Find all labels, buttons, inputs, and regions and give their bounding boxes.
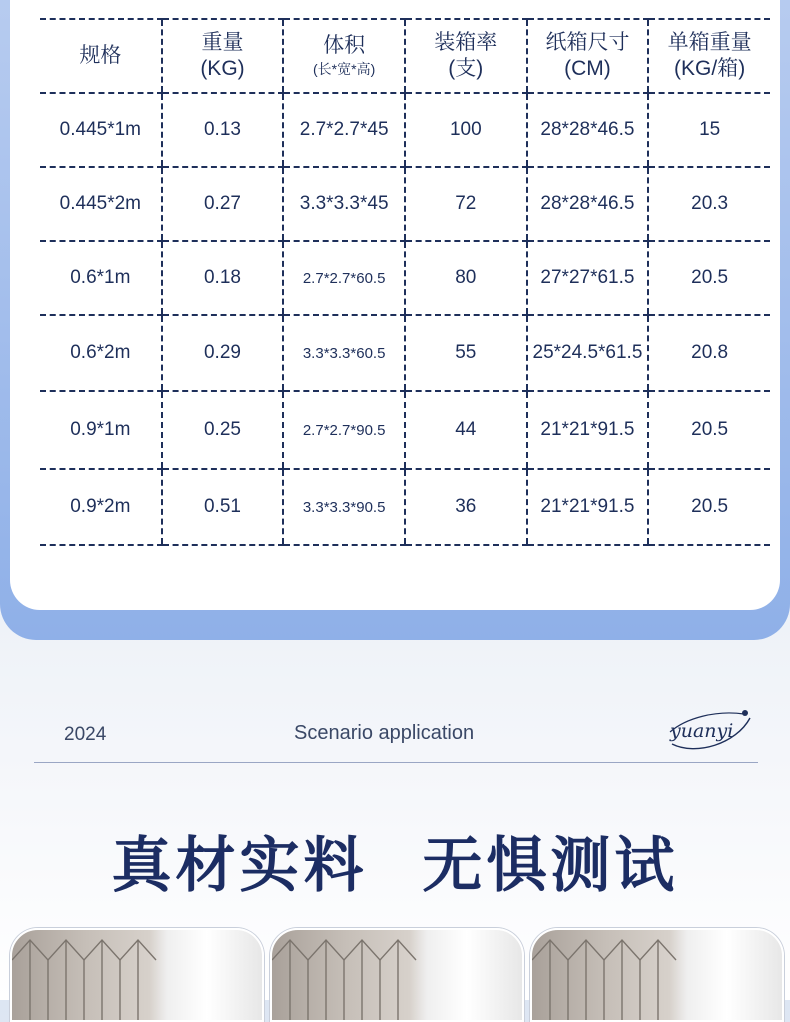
table-row <box>40 167 770 241</box>
page-headline: 真材实料 无惧测试 <box>111 831 679 901</box>
cell-packing-rate: 55 <box>405 315 527 391</box>
cell-weight: 0.25 <box>162 391 284 469</box>
scenario-image-3[interactable] <box>530 928 784 1022</box>
cell-packing-rate: 100 <box>405 93 527 167</box>
table-row <box>40 469 770 545</box>
header-packing-rate: 装箱率 (支) <box>405 19 527 93</box>
cell-spec: 0.6*2m <box>40 315 162 391</box>
header-volume: 体积 (长*宽*高) <box>283 19 405 93</box>
scenario-image-1[interactable] <box>10 928 264 1022</box>
logo-text: yuanyi <box>670 720 734 742</box>
panel-pattern-icon <box>12 930 262 1020</box>
cell-carton-size: 21*21*91.5 <box>527 391 649 469</box>
cell-spec: 0.445*1m <box>40 93 162 167</box>
section-strip <box>34 704 758 763</box>
table-row <box>40 391 770 469</box>
cell-spec: 0.445*2m <box>40 167 162 241</box>
table-row <box>40 315 770 391</box>
cell-volume: 3.3*3.3*60.5 <box>283 315 405 391</box>
section-title: Scenario application <box>294 722 475 744</box>
table-header-row <box>40 19 770 93</box>
cell-spec: 0.6*1m <box>40 241 162 315</box>
cell-packing-rate: 44 <box>405 391 527 469</box>
cell-box-weight: 20.5 <box>648 241 770 315</box>
cell-packing-rate: 72 <box>405 167 527 241</box>
brand-logo <box>666 704 756 756</box>
cell-carton-size: 28*28*46.5 <box>527 167 649 241</box>
table-row <box>40 241 770 315</box>
header-spec: 规格 <box>40 19 162 93</box>
cell-packing-rate: 36 <box>405 469 527 545</box>
spec-card <box>10 0 780 610</box>
header-weight: 重量 (KG) <box>162 19 284 93</box>
scenario-image-2[interactable] <box>270 928 524 1022</box>
header-box-weight: 单箱重量 (KG/箱) <box>648 19 770 93</box>
cell-weight: 0.51 <box>162 469 284 545</box>
cell-packing-rate: 80 <box>405 241 527 315</box>
panel-pattern-icon <box>532 930 782 1020</box>
cell-weight: 0.27 <box>162 167 284 241</box>
table-row <box>40 93 770 167</box>
cell-box-weight: 20.8 <box>648 315 770 391</box>
cell-box-weight: 20.5 <box>648 469 770 545</box>
year-label: 2024 <box>64 724 107 745</box>
cell-spec: 0.9*1m <box>40 391 162 469</box>
cell-weight: 0.13 <box>162 93 284 167</box>
cell-volume: 3.3*3.3*90.5 <box>283 469 405 545</box>
cell-weight: 0.29 <box>162 315 284 391</box>
cell-volume: 2.7*2.7*90.5 <box>283 391 405 469</box>
cell-volume: 3.3*3.3*45 <box>283 167 405 241</box>
cell-box-weight: 15 <box>648 93 770 167</box>
spec-table <box>40 18 770 546</box>
cell-volume: 2.7*2.7*45 <box>283 93 405 167</box>
cell-carton-size: 21*21*91.5 <box>527 469 649 545</box>
cell-carton-size: 28*28*46.5 <box>527 93 649 167</box>
cell-carton-size: 27*27*61.5 <box>527 241 649 315</box>
cell-spec: 0.9*2m <box>40 469 162 545</box>
scenario-thumbnails <box>10 928 780 1000</box>
cell-weight: 0.18 <box>162 241 284 315</box>
cell-box-weight: 20.5 <box>648 391 770 469</box>
cell-volume: 2.7*2.7*60.5 <box>283 241 405 315</box>
cell-carton-size: 25*24.5*61.5 <box>527 315 649 391</box>
panel-pattern-icon <box>272 930 522 1020</box>
header-carton-size: 纸箱尺寸 (CM) <box>527 19 649 93</box>
cell-box-weight: 20.3 <box>648 167 770 241</box>
